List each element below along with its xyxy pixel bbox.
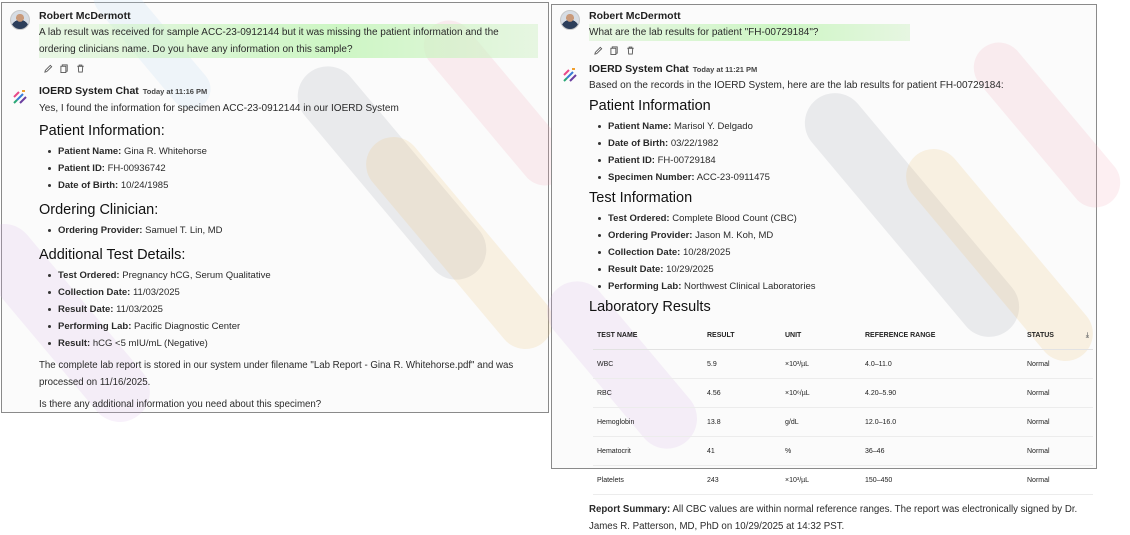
- list-item: Collection Date: 11/03/2025: [45, 284, 538, 301]
- section-title: Ordering Clinician:: [39, 202, 159, 218]
- report-summary: [589, 501, 1086, 535]
- cell-result: 4.56: [703, 379, 781, 408]
- cell-test-name: Hematocrit: [593, 437, 703, 466]
- column-header: RESULT: [703, 321, 781, 350]
- cell-test-name: WBC: [593, 350, 703, 379]
- copy-icon[interactable]: [59, 63, 69, 73]
- test-info-list: [595, 210, 1086, 295]
- list-item: Result Date: 11/03/2025: [45, 301, 538, 318]
- list-item: Date of Birth: 03/22/1982: [595, 135, 1086, 152]
- cell-status: Normal: [1023, 466, 1093, 495]
- section-title: Patient Information: [589, 98, 711, 114]
- cell-status: Normal: [1023, 350, 1093, 379]
- list-item: Patient ID: FH-00729184: [595, 152, 1086, 169]
- cell-status: Normal: [1023, 408, 1093, 437]
- bot-message-body: [39, 100, 538, 413]
- cell-reference-range: 12.0–16.0: [861, 408, 1023, 437]
- summary-label: Report Summary:: [589, 504, 671, 515]
- lab-results-table: [593, 321, 1093, 495]
- table-row: [593, 350, 1093, 379]
- section-title: Laboratory Results: [589, 299, 711, 315]
- cell-result: 5.9: [703, 350, 781, 379]
- user-avatar[interactable]: [560, 10, 580, 30]
- cell-test-name: Platelets: [593, 466, 703, 495]
- list-item: Result Date: 10/29/2025: [595, 261, 1086, 278]
- cell-status: Normal: [1023, 379, 1093, 408]
- bot-name: IOERD System Chat: [39, 85, 139, 97]
- chat-panel-left: [1, 2, 549, 413]
- cell-reference-range: 150–450: [861, 466, 1023, 495]
- section-title: Test Information: [589, 190, 693, 206]
- cell-unit: ×10³/µL: [781, 350, 861, 379]
- test-details-list: [45, 267, 538, 352]
- table-row: [593, 466, 1093, 495]
- table-row: [593, 408, 1093, 437]
- list-item: Performing Lab: Northwest Clinical Laboratories: [595, 278, 1086, 295]
- user-message-text: What are the lab results for patient "FH-00729184"?: [589, 24, 910, 41]
- table-header-row: [593, 321, 1093, 350]
- cell-reference-range: 4.0–11.0: [861, 350, 1023, 379]
- pencil-icon[interactable]: [43, 63, 53, 73]
- list-item: Patient Name: Marisol Y. Delgado: [595, 118, 1086, 135]
- patient-info-list: [595, 118, 1086, 186]
- sender-name: [39, 85, 207, 97]
- list-item: Collection Date: 10/28/2025: [595, 244, 1086, 261]
- cell-reference-range: 4.20–5.90: [861, 379, 1023, 408]
- closing-question: Is there any additional information you need about this specimen?: [39, 399, 322, 410]
- column-header: TEST NAME: [593, 321, 703, 350]
- bot-message: [560, 63, 1090, 532]
- list-item: Patient ID: FH-00936742: [45, 160, 538, 177]
- list-item: Result: hCG <5 mIU/mL (Negative): [45, 335, 538, 352]
- trash-icon[interactable]: [75, 63, 85, 73]
- section-title: Patient Information:: [39, 123, 165, 139]
- bot-message: [10, 85, 542, 415]
- cell-unit: ×10⁶/µL: [781, 379, 861, 408]
- copy-icon[interactable]: [609, 45, 619, 55]
- message-timestamp: Today at 11:21 PM: [692, 65, 758, 74]
- download-icon[interactable]: ⤓: [1085, 332, 1089, 339]
- cell-unit: g/dL: [781, 408, 861, 437]
- list-item: Test Ordered: Complete Blood Count (CBC): [595, 210, 1086, 227]
- message-timestamp: Today at 11:16 PM: [142, 87, 208, 96]
- sender-name: Robert McDermott: [39, 10, 131, 22]
- message-actions: [43, 63, 85, 73]
- bot-avatar-icon: [561, 66, 579, 84]
- message-actions: [593, 45, 635, 55]
- summary-text: All CBC values are within normal reference ranges. The report was electronically signed by Dr. James R. Patterson, MD, PhD on 10/29/2025 at 14:32 PST.: [589, 504, 1078, 532]
- list-item: Ordering Provider: Samuel T. Lin, MD: [45, 222, 538, 239]
- cell-unit: ×10³/µL: [781, 466, 861, 495]
- list-item: Performing Lab: Pacific Diagnostic Center: [45, 318, 538, 335]
- sender-name: [589, 63, 757, 75]
- column-header: REFERENCE RANGE: [861, 321, 1023, 350]
- table-row: [593, 379, 1093, 408]
- intro-text: Based on the records in the IOERD System, here are the lab results for patient FH-00729184:: [589, 80, 1004, 91]
- cell-result: 243: [703, 466, 781, 495]
- cell-status: Normal: [1023, 437, 1093, 466]
- sender-name: Robert McDermott: [589, 10, 681, 22]
- user-avatar[interactable]: [10, 10, 30, 30]
- cell-result: 13.8: [703, 408, 781, 437]
- list-item: Date of Birth: 10/24/1985: [45, 177, 538, 194]
- cell-result: 41: [703, 437, 781, 466]
- user-message-text: A lab result was received for sample ACC-23-0912144 but it was missing the patient information and the ordering clinicians name. Do you have any information on this sample?: [39, 24, 538, 58]
- cell-unit: %: [781, 437, 861, 466]
- list-item: Specimen Number: ACC-23-0911475: [595, 169, 1086, 186]
- patient-info-list: [45, 143, 538, 194]
- chat-panel-right: [551, 4, 1097, 532]
- table-row: [593, 437, 1093, 466]
- cell-test-name: Hemoglobin: [593, 408, 703, 437]
- clinician-list: [45, 222, 538, 239]
- bot-name: IOERD System Chat: [589, 63, 689, 75]
- trash-icon[interactable]: [625, 45, 635, 55]
- list-item: Test Ordered: Pregnancy hCG, Serum Qualitative: [45, 267, 538, 284]
- bot-avatar-icon: [11, 88, 29, 106]
- closing-text: The complete lab report is stored in our system under filename "Lab Report - Gina R. Whitehorse.pdf" and was processed on 11/16/2025.: [39, 360, 514, 388]
- list-item: Ordering Provider: Jason M. Koh, MD: [595, 227, 1086, 244]
- intro-text: Yes, I found the information for specimen ACC-23-0912144 in our IOERD System: [39, 103, 399, 114]
- pencil-icon[interactable]: [593, 45, 603, 55]
- cell-test-name: RBC: [593, 379, 703, 408]
- bot-message-body: [589, 77, 1089, 535]
- cell-reference-range: 36–46: [861, 437, 1023, 466]
- user-message: [560, 10, 1090, 65]
- column-header: STATUS ⤓: [1023, 321, 1093, 350]
- user-message: [10, 10, 542, 80]
- section-title: Additional Test Details:: [39, 247, 186, 263]
- column-header: UNIT: [781, 321, 861, 350]
- list-item: Patient Name: Gina R. Whitehorse: [45, 143, 538, 160]
